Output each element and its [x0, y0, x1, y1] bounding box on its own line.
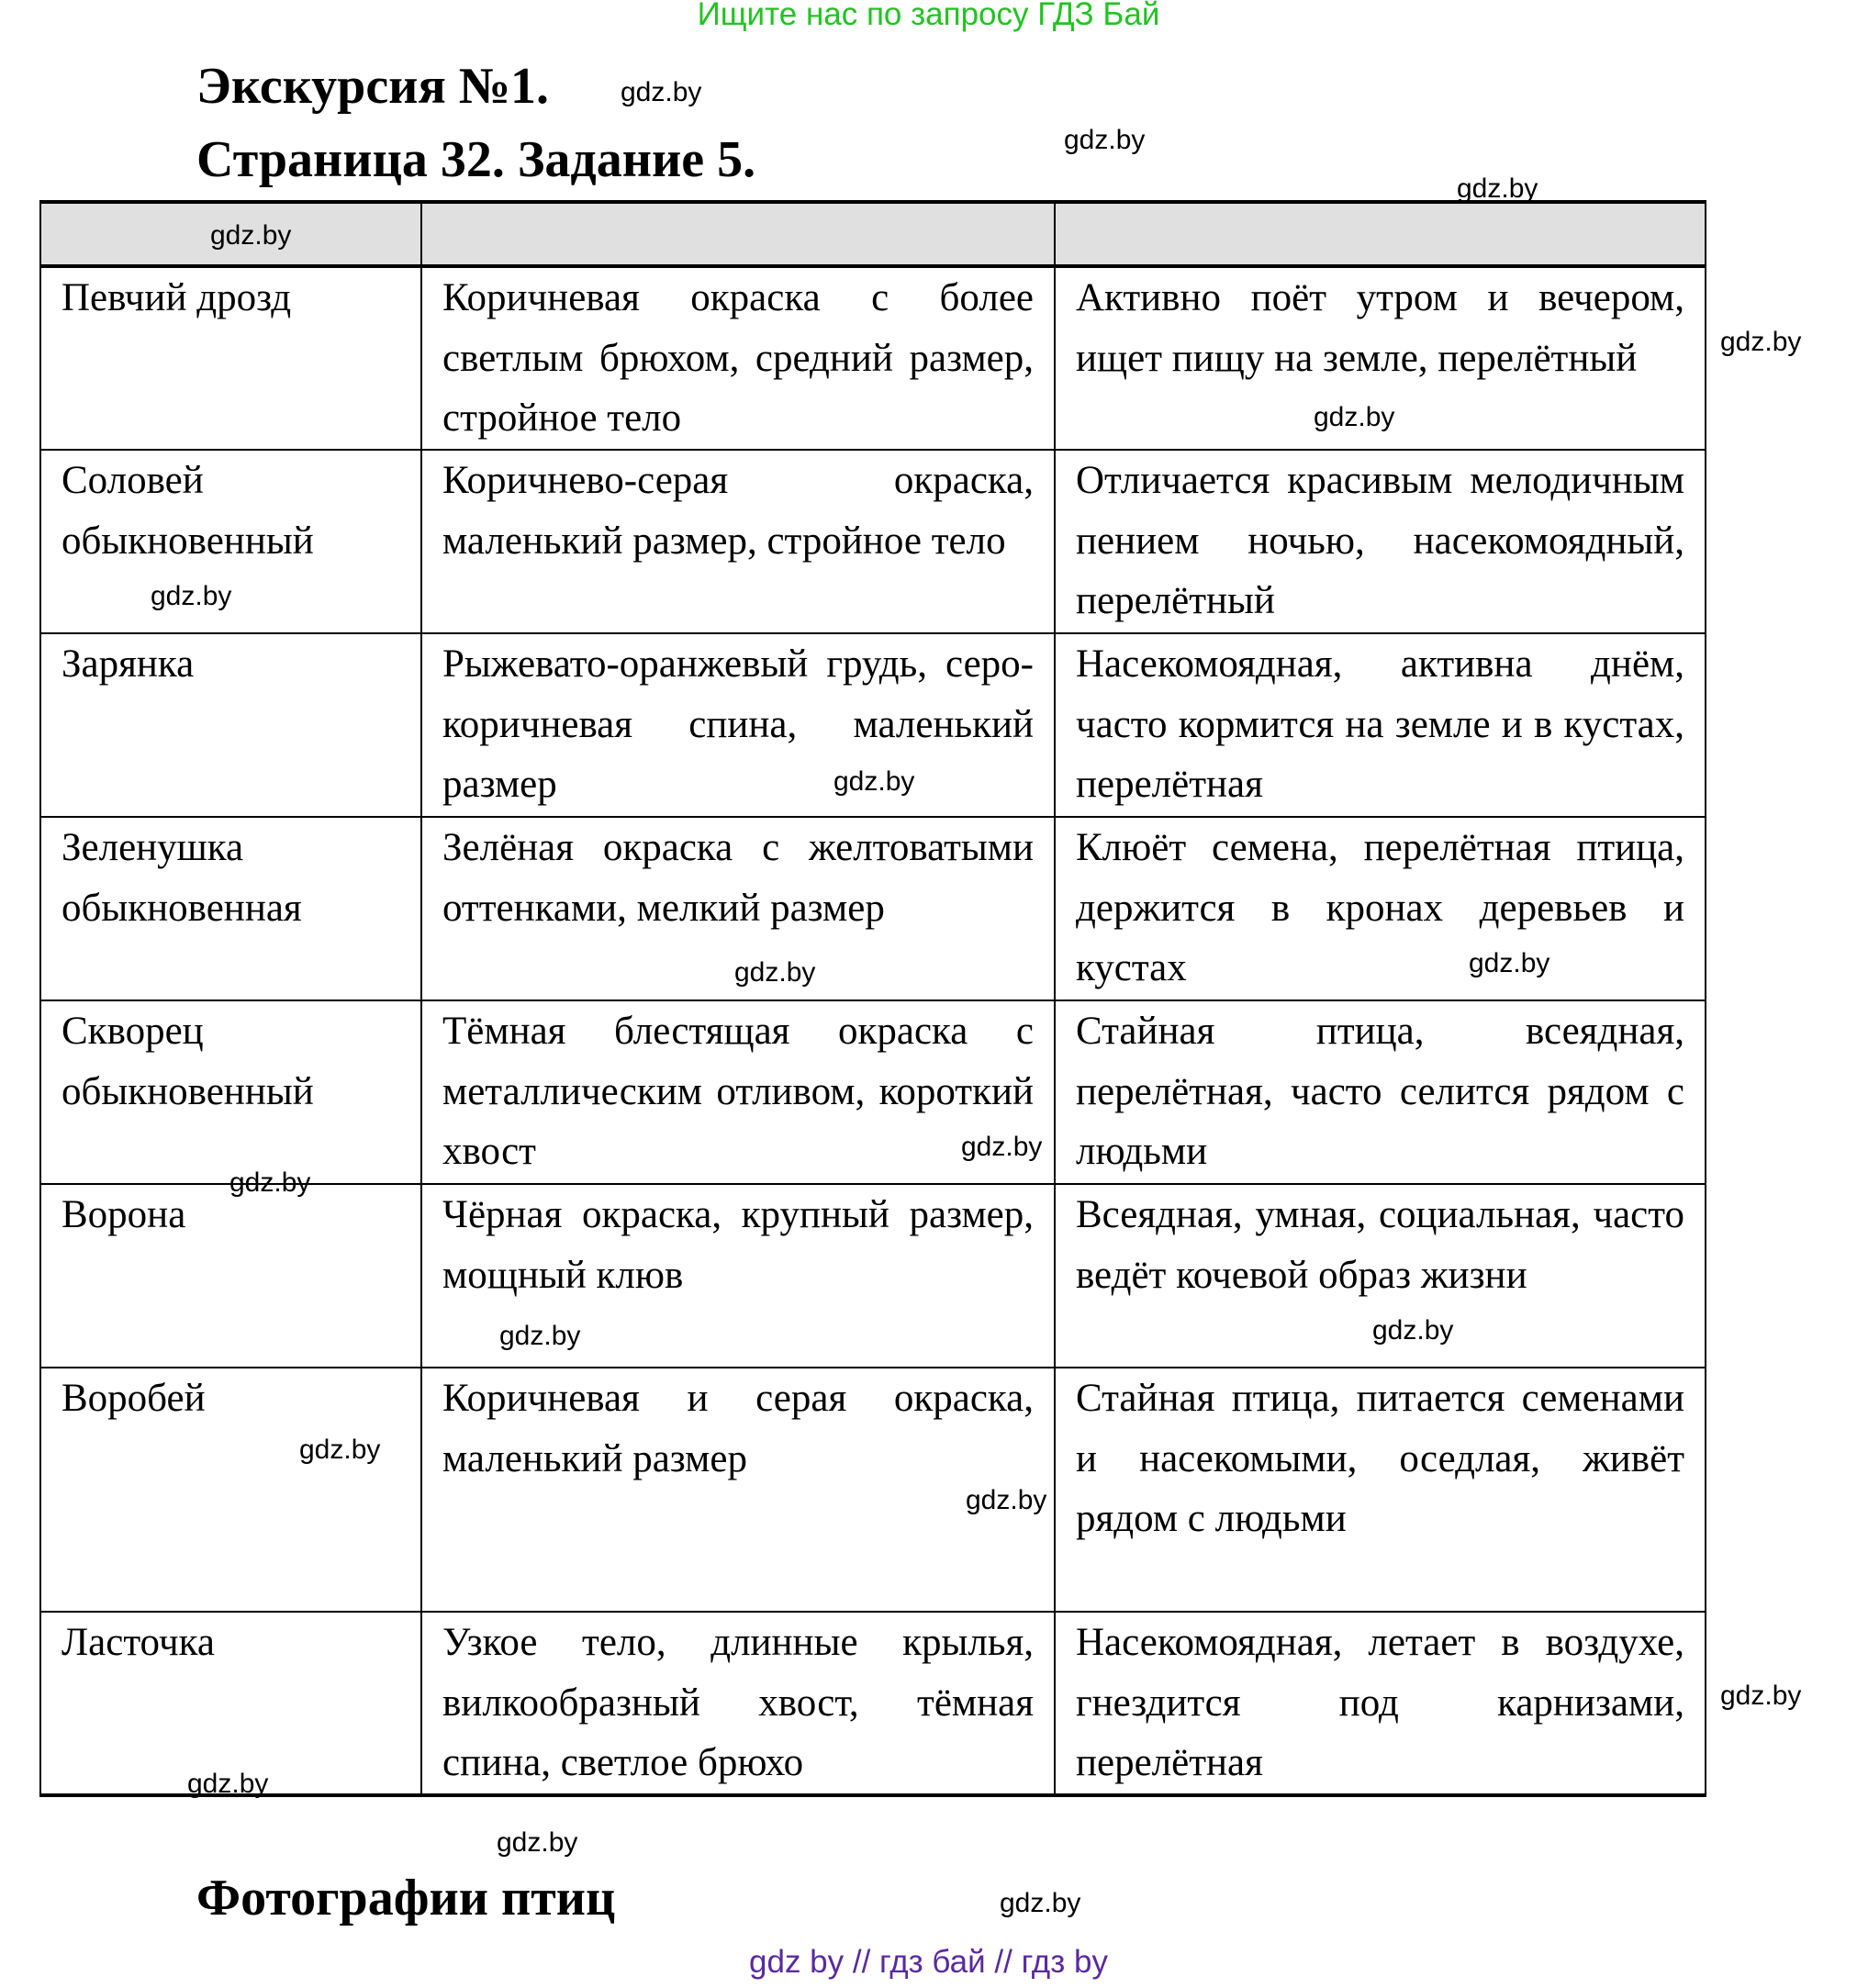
watermark: gdz.by — [187, 1769, 269, 1799]
behavior-cell: Стайная птица, питается семенами и насекомыми, оседлая, живёт рядом с людьми — [1055, 1368, 1706, 1612]
watermark: gdz.by — [299, 1435, 381, 1465]
watermark: gdz.by — [621, 77, 702, 107]
appearance-cell: Чёрная окраска, крупный размер, мощный клюв — [421, 1184, 1055, 1368]
table-row — [40, 817, 1706, 1000]
appearance-cell: Узкое тело, длинные крылья, вилкообразный хвост, тёмная спина, светлое брюхо — [421, 1612, 1055, 1795]
bird-name-cell: Зарянка — [40, 633, 421, 817]
watermark: gdz.by — [1314, 402, 1395, 432]
appearance-cell: Зелёная окраска с желтоватыми оттенками, мелкий размер — [421, 817, 1055, 1000]
watermark: gdz.by — [1469, 948, 1550, 978]
bird-name-cell: Ворона — [40, 1184, 421, 1368]
page-title: Экскурсия №1. — [196, 58, 550, 115]
search-banner: Ищите нас по запросу ГДЗ Бай — [697, 0, 1160, 32]
header-cell — [1055, 202, 1706, 266]
behavior-cell: Клюёт семена, перелётная птица, держится в кронах деревьев и кустах — [1055, 817, 1706, 1000]
behavior-cell: Насекомоядная, активна днём, часто кормится на земле и в кустах, перелётная — [1055, 633, 1706, 817]
page-subtitle: Страница 32. Задание 5. — [196, 131, 756, 188]
watermark: gdz.by — [1372, 1315, 1454, 1346]
bird-name-cell: Воробей — [40, 1368, 421, 1612]
behavior-cell: Отличается красивым мелодичным пением ночью, насекомоядный, перелётный — [1055, 450, 1706, 633]
watermark: gdz.by — [1720, 1681, 1802, 1711]
bird-name-cell: Ласточка — [40, 1612, 421, 1795]
watermark: gdz.by — [1000, 1888, 1081, 1918]
table-row — [40, 450, 1706, 633]
section-title: Фотографии птиц — [196, 1870, 616, 1927]
table-row — [40, 1184, 1706, 1368]
watermark: gdz.by — [210, 220, 292, 251]
birds-table — [39, 200, 1706, 1797]
watermark: gdz.by — [1720, 327, 1802, 357]
table-row — [40, 1612, 1706, 1795]
behavior-cell: Стайная птица, всеядная, перелётная, часто селится рядом с людьми — [1055, 1000, 1706, 1184]
table-row — [40, 1000, 1706, 1184]
watermark: gdz.by — [1457, 173, 1538, 204]
appearance-cell: Тёмная блестящая окраска с металлическим отливом, короткий хвост — [421, 1000, 1055, 1184]
bird-name-cell: Зеленушка обыкновенная — [40, 817, 421, 1000]
appearance-cell: Коричнево-серая окраска, маленький размер, стройное тело — [421, 450, 1055, 633]
behavior-cell: Всеядная, умная, социальная, часто ведёт кочевой образ жизни — [1055, 1184, 1706, 1368]
bird-name-cell: Соловей обыкновенный — [40, 450, 421, 633]
behavior-cell: Активно поёт утром и вечером, ищет пищу на земле, перелётный — [1055, 266, 1706, 450]
appearance-cell: Коричневая окраска с более светлым брюхом, средний размер, стройное тело — [421, 266, 1055, 450]
watermark: gdz.by — [734, 957, 816, 988]
watermark: gdz.by — [499, 1321, 581, 1351]
watermark: gdz.by — [966, 1485, 1047, 1515]
watermark: gdz.by — [229, 1167, 311, 1198]
watermark: gdz.by — [497, 1827, 578, 1858]
footer-links: gdz by // гдз бай // гдз by — [749, 1944, 1108, 1980]
watermark: gdz.by — [833, 766, 915, 797]
behavior-cell: Насекомоядная, летает в воздухе, гнездится под карнизами, перелётная — [1055, 1612, 1706, 1795]
table-row — [40, 266, 1706, 450]
table-row — [40, 1368, 1706, 1612]
bird-name-cell: Скворец обыкновенный — [40, 1000, 421, 1184]
bird-name-cell: Певчий дрозд — [40, 266, 421, 450]
appearance-cell: Рыжевато-оранжевый грудь, серо-коричневая спина, маленький размер — [421, 633, 1055, 817]
watermark: gdz.by — [151, 581, 232, 611]
watermark: gdz.by — [961, 1132, 1043, 1162]
appearance-cell: Коричневая и серая окраска, маленький размер — [421, 1368, 1055, 1612]
watermark: gdz.by — [1064, 125, 1146, 155]
header-cell — [421, 202, 1055, 266]
